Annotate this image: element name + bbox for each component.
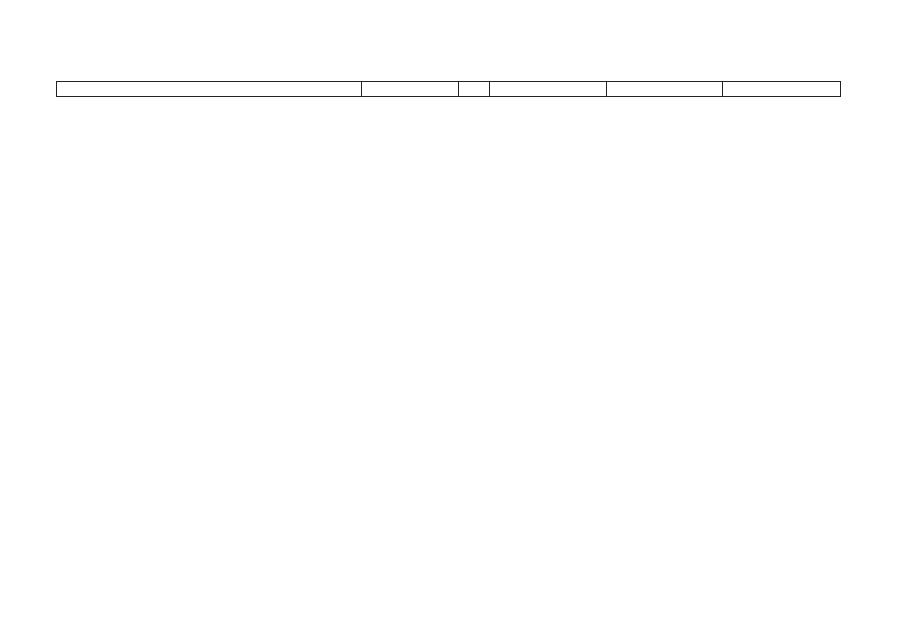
header-col-1 [57, 82, 362, 96]
header-col-4 [490, 82, 607, 96]
header-col-5 [607, 82, 724, 96]
header-col-6 [723, 82, 840, 96]
table-body [61, 98, 841, 134]
header-col-2 [362, 82, 459, 96]
table-header [56, 81, 841, 97]
header-col-3 [459, 82, 490, 96]
